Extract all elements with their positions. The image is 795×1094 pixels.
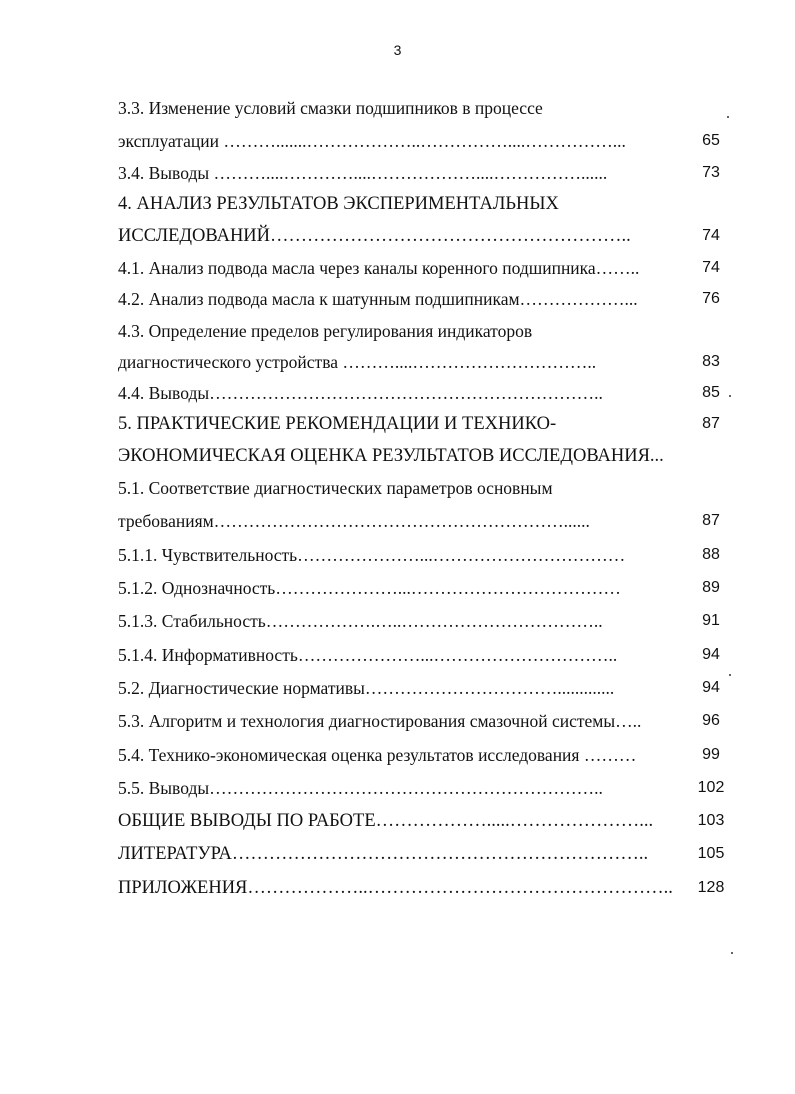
toc-entry-text: 5.1.4. Информативность…………………...………………………….. (118, 645, 618, 665)
toc-entry-text: 5.4. Технико-экономическая оценка результатов исследования ……… (118, 745, 637, 765)
toc-entry-page: 94 (702, 646, 720, 663)
toc-entry-page: 88 (702, 546, 720, 563)
toc-entry-page (688, 189, 734, 219)
toc-entry-text: 4.1. Анализ подвода масла через каналы коренного подшипника…….. (118, 258, 640, 278)
toc-entry-page: 94 (702, 679, 720, 696)
toc-entry-page: 73 (702, 164, 720, 181)
toc-entry-page (688, 316, 734, 346)
scan-speck (727, 116, 729, 118)
toc-entry-text: ПРИЛОЖЕНИЯ………………..………………………………………….. (118, 878, 673, 898)
toc-entry-text: 3.4. Выводы ………....…………....………………....……………...... (118, 163, 608, 183)
toc-entry-page (688, 441, 734, 471)
toc-entry-text: 5.5. Выводы………………………………………………………….. (118, 778, 603, 798)
toc-entry-text: ЭКОНОМИЧЕСКАЯ ОЦЕНКА РЕЗУЛЬТАТОВ ИССЛЕДОВАНИЯ... (118, 446, 664, 466)
toc-entry-page: 87 (702, 512, 720, 529)
toc-entry-page (688, 473, 734, 503)
toc-entry-text: 5.2. Диагностические нормативы……………………………............. (118, 678, 615, 698)
toc-entry-text: 5.1.2. Однозначность…………………...……………………………… (118, 578, 621, 598)
toc-entry-page: 91 (702, 612, 720, 629)
toc-entry-text: ОБЩИЕ ВЫВОДЫ ПО РАБОТЕ……………….....…………………... (118, 811, 654, 831)
toc-entry-page: 76 (702, 290, 720, 307)
toc-entry-text: 5.3. Алгоритм и технология диагностирования смазочной системы….. (118, 711, 642, 731)
toc-entry-page: 85 (702, 384, 720, 401)
toc-entry-text: 4.3. Определение пределов регулирования индикаторов (118, 321, 533, 341)
toc-entry-text: диагностического устройства ………....………………………….. (118, 352, 597, 372)
toc-entry-text: 4.4. Выводы………………………………………………………….. (118, 383, 603, 403)
toc-entry-page: 105 (697, 845, 725, 862)
scan-speck (731, 952, 733, 954)
toc-entry-text: 5.1.3. Стабильность……………….…..…………………………….. (118, 611, 603, 631)
toc-entry-text: 5. ПРАКТИЧЕСКИЕ РЕКОМЕНДАЦИИ И ТЕХНИКО- (118, 414, 557, 434)
page-number: 3 (393, 42, 402, 58)
toc-entry-page: 102 (697, 779, 725, 796)
toc-entry-page: 128 (697, 879, 725, 896)
toc-entry-text: 4. АНАЛИЗ РЕЗУЛЬТАТОВ ЭКСПЕРИМЕНТАЛЬНЫХ (118, 194, 559, 214)
toc-entry-text: 5.1.1. Чувствительность…………………...…………………………… (118, 545, 626, 565)
toc-entry-page: 103 (697, 812, 725, 829)
toc-entry-page: 87 (702, 415, 720, 432)
toc-entry-page: 89 (702, 579, 720, 596)
scan-speck (729, 395, 731, 397)
toc-entry-page: 74 (702, 227, 720, 244)
toc-entry-text: 4.2. Анализ подвода масла к шатунным подшипникам………………... (118, 289, 638, 309)
toc-entry-text: эксплуатации ……….......………………..……………....……………... (118, 131, 626, 151)
toc-entry-page: 83 (702, 353, 720, 370)
toc-entry-page: 99 (702, 746, 720, 763)
scan-speck (729, 674, 731, 676)
toc-entry-page (688, 93, 734, 123)
toc-entry-text: требованиям……………………………………………………...... (118, 511, 590, 531)
toc-entry-page: 74 (702, 259, 720, 276)
toc-entry-page: 65 (702, 132, 720, 149)
toc-entry-text: 5.1. Соответствие диагностических параметров основным (118, 478, 553, 498)
toc-entry-page: 96 (702, 712, 720, 729)
toc-entry-text: ИССЛЕДОВАНИЙ………………………………………………….. (118, 226, 631, 246)
toc-entry-text: ЛИТЕРАТУРА………………………………………………………….. (118, 844, 649, 864)
toc-entry-text: 3.3. Изменение условий смазки подшипников в процессе (118, 98, 543, 118)
